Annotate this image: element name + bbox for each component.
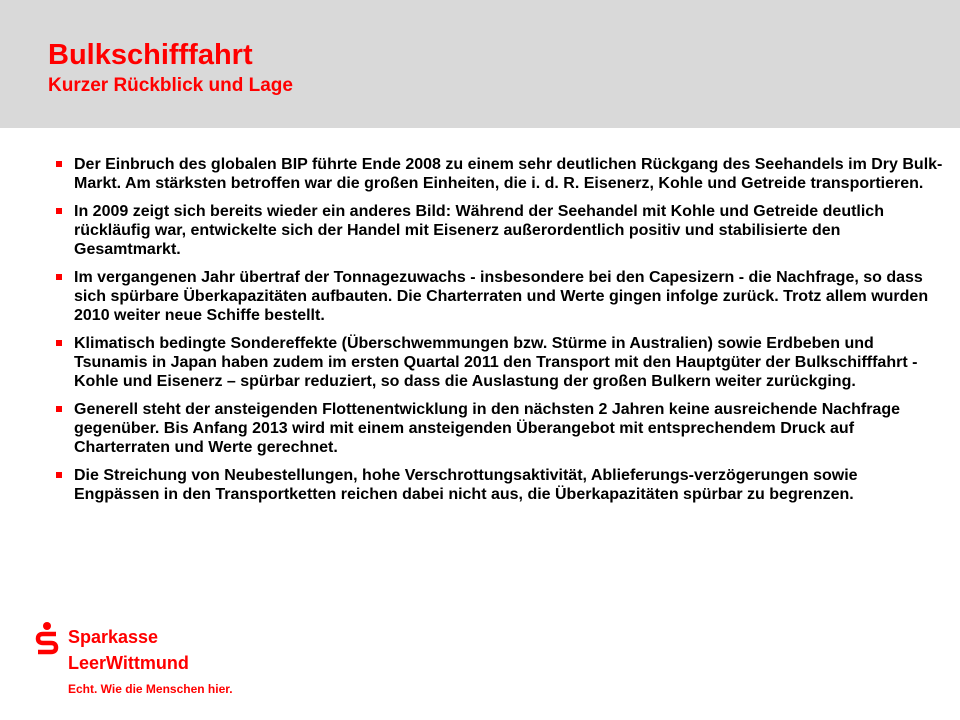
logo-name-line1: Sparkasse xyxy=(68,627,159,647)
bullet-square-icon xyxy=(56,406,62,412)
bullet-item xyxy=(52,466,944,504)
sparkasse-s-icon xyxy=(34,622,60,658)
bullet-square-icon xyxy=(56,274,62,280)
logo-name-line2: LeerWittmund xyxy=(68,653,189,673)
bullet-text: Generell steht der ansteigenden Flottenentwicklung in den nächsten 2 Jahren keine ausreichende Nachfrage gegenüber. Bis Anfang 2013 wird mit einem ansteigenden Überangebot mit entsprechendem Druck auf Charterraten und Werte gerechnet. xyxy=(74,401,900,456)
bullet-text: In 2009 zeigt sich bereits wieder ein anderes Bild: Während der Seehandel mit Kohle und Getreide deutlich rückläufig war, entwickelte sich der Handel mit Eisenerz außerordentlich positiv und stabilisierte den Gesamtmarkt. xyxy=(74,203,884,258)
bullet-text: Im vergangenen Jahr übertraf der Tonnagezuwachs - insbesondere bei den Capesizern - die Nachfrage, so dass sich spürbare Überkapazitäten aufbauten. Die Charterraten und Werte gingen infolge zurück. Trotz allem wurden 2010 weiter neue Schiffe bestellt. xyxy=(74,269,929,324)
bullet-square-icon xyxy=(56,340,62,346)
bullet-text: Klimatisch bedingte Sondereffekte (Überschwemmungen bzw. Stürme in Australien) sowie Erdbeben und Tsunamis in Japan haben zudem im ersten Quartal 2011 den Transport mit den Hauptgüter der Bulkschifffahrt - Kohle und Eisenerz – spürbar reduziert, so dass die Auslastung der großen Bulkern weiter zurückging. xyxy=(74,335,918,390)
bullet-list xyxy=(52,155,944,513)
bullet-square-icon xyxy=(56,161,62,167)
logo-slogan: Echt. Wie die Menschen hier. xyxy=(68,682,233,696)
bullet-square-icon xyxy=(56,208,62,214)
bullet-text: Der Einbruch des globalen BIP führte Ende 2008 zu einem sehr deutlichen Rückgang des Seehandels im Dry Bulk-Markt. Am stärksten betroffen war die großen Einheiten, die i. d. R. Eisenerz, Kohle und Getreide transportieren. xyxy=(74,156,943,192)
bullet-item xyxy=(52,155,944,193)
bullet-square-icon xyxy=(56,472,62,478)
bullet-item xyxy=(52,334,944,391)
header-bar xyxy=(0,0,960,128)
page-subtitle: Kurzer Rückblick und Lage xyxy=(48,75,293,96)
bullet-item xyxy=(52,202,944,259)
bullet-item xyxy=(52,400,944,457)
bullet-text: Die Streichung von Neubestellungen, hohe Verschrottungsaktivität, Ablieferungs-verzögerungen sowie Engpässen in den Transportketten reichen dabei nicht aus, die Überkapazitäten spürbar zu begrenzen. xyxy=(74,467,858,503)
sparkasse-logo xyxy=(34,622,274,702)
page-title: Bulkschifffahrt xyxy=(48,39,253,71)
bullet-item xyxy=(52,268,944,325)
